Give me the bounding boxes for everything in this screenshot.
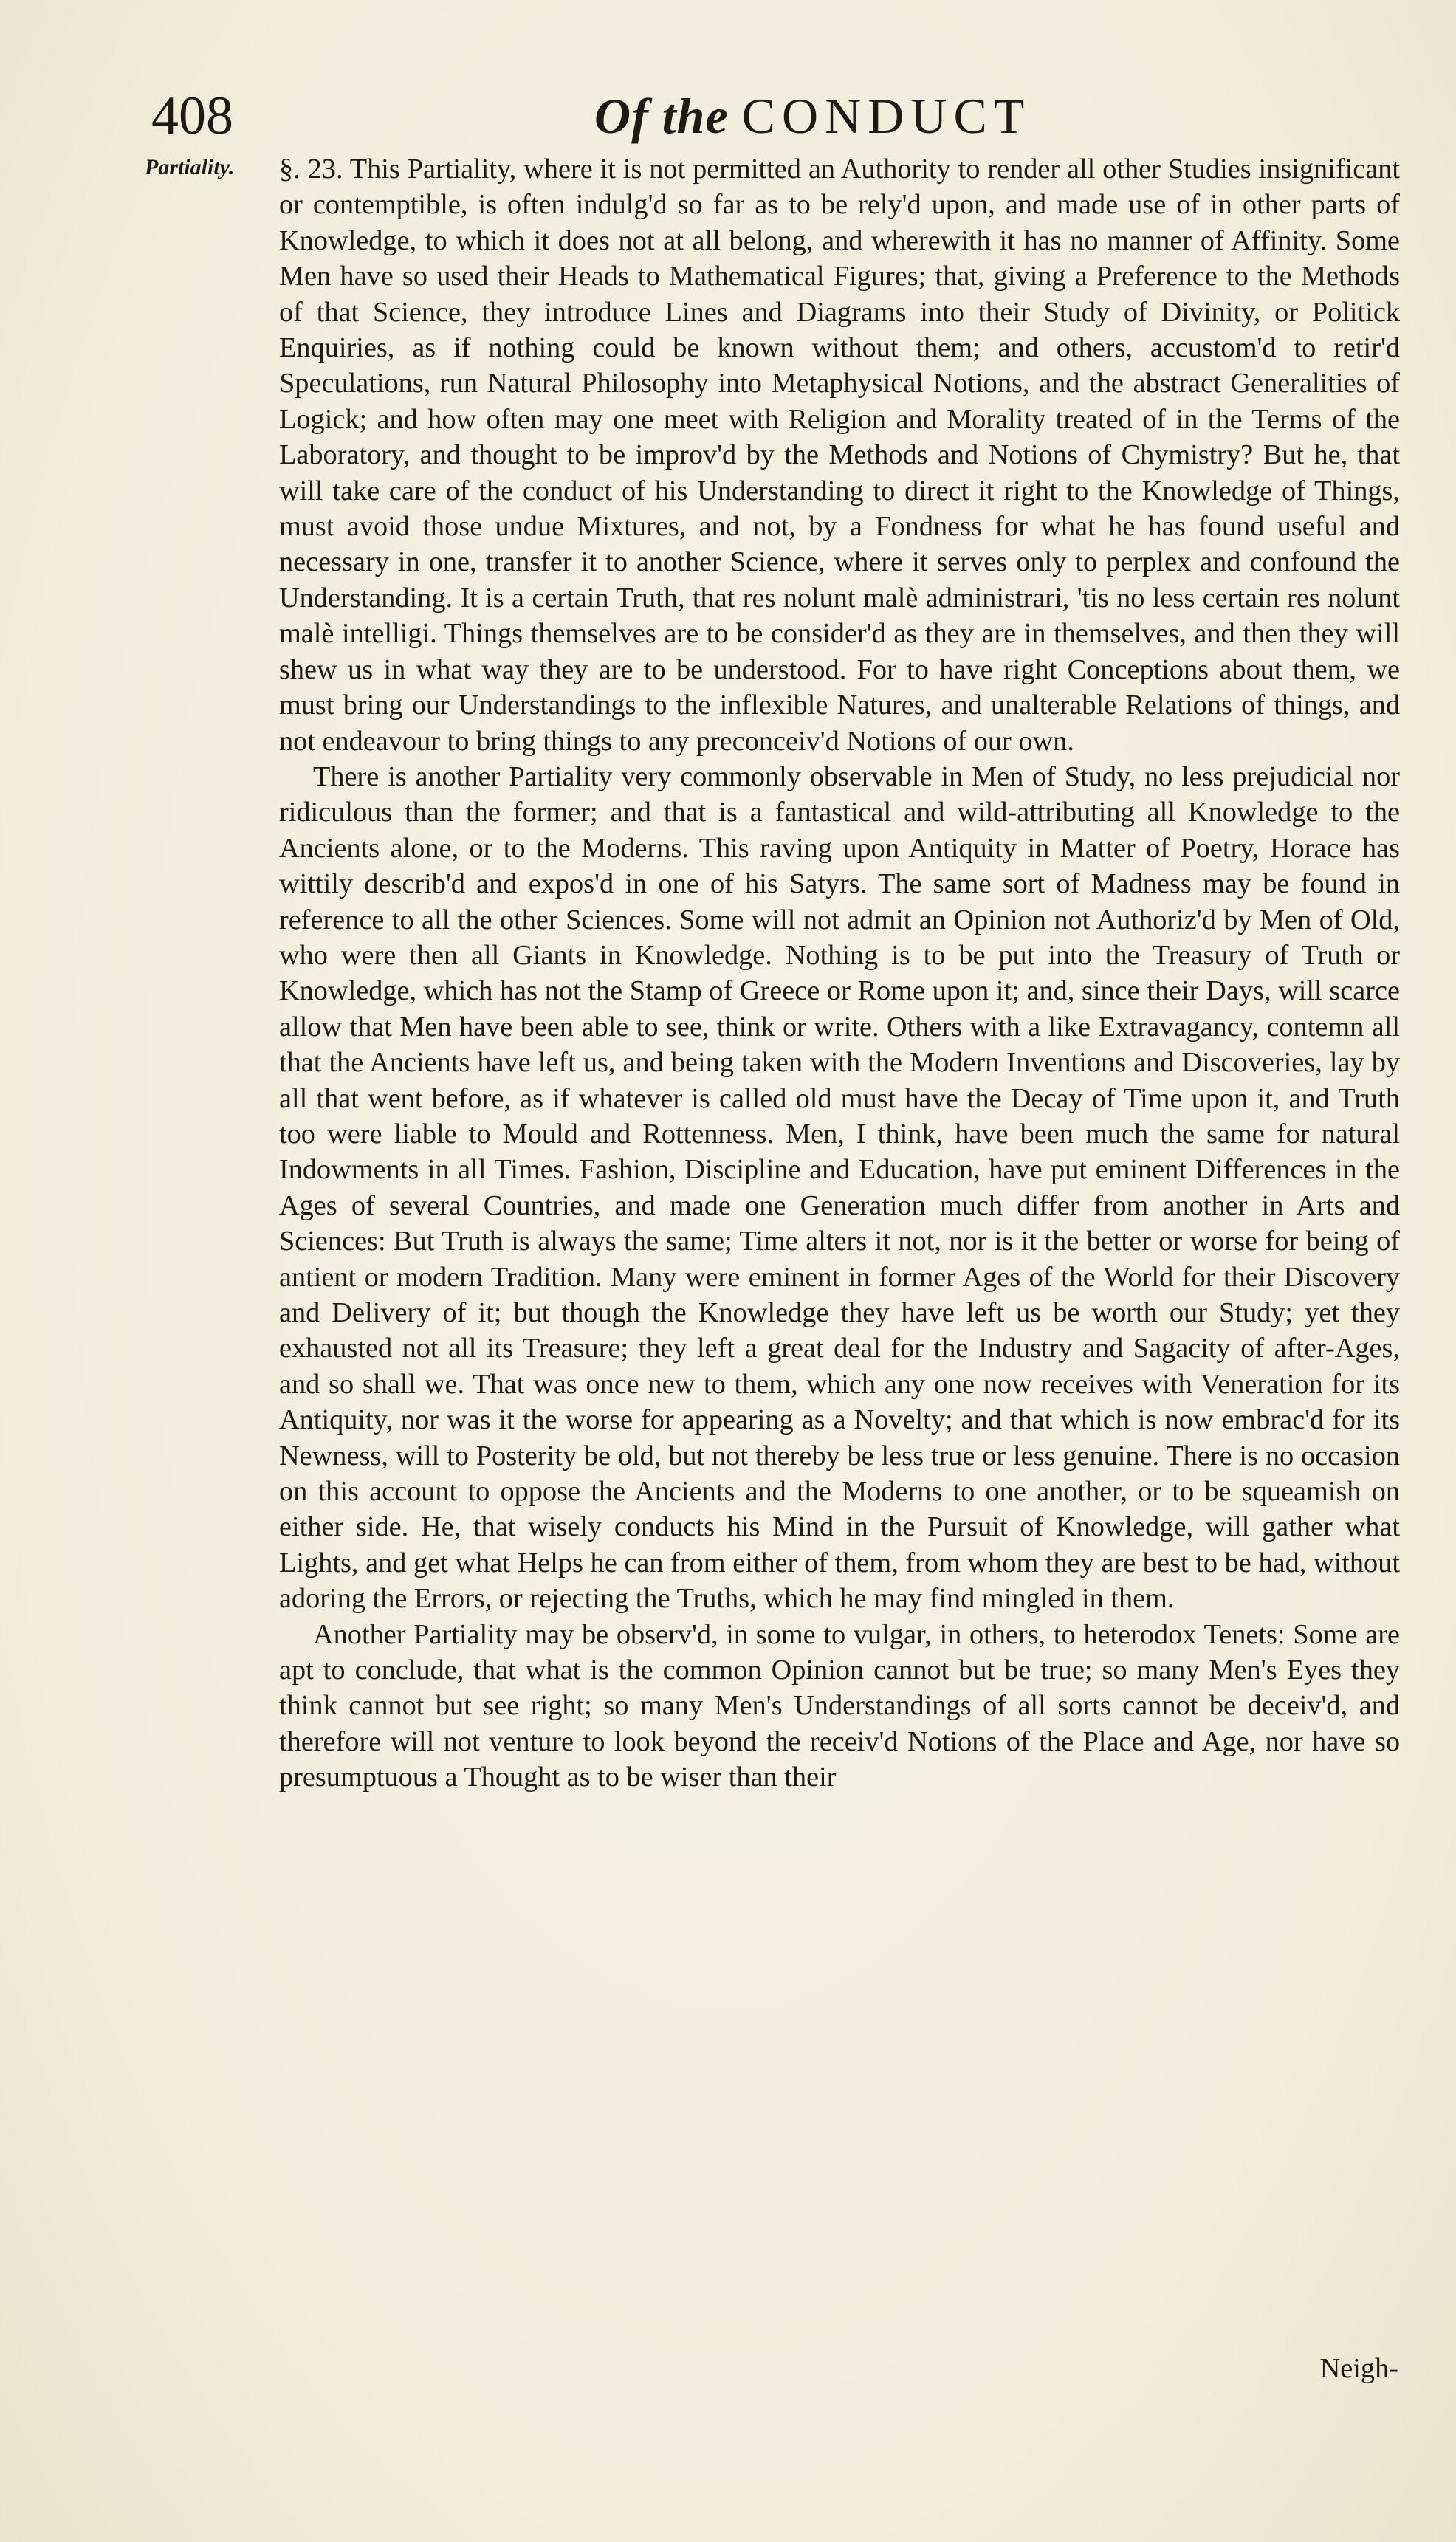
body-text: [279, 151, 1400, 1796]
paragraph-1: §. 23. This Partiality, where it is not permitted an Authority to render all other Studies insignificant or contemptible, is often indulg'd so far as to be rely'd upon, and made use of in other parts of Knowledge, to which it does not at all belong, and wherewith it has no manner of Affinity. Some Men have so used their Heads to Mathematical Figures; that, giving a Preference to the Methods of that Science, they introduce Lines and Diagrams into their Study of Divinity, or Politick Enquiries, as if nothing could be known without them; and others, accustom'd to retir'd Speculations, run Natural Philosophy into Metaphysical Notions, and the abstract Generalities of Logick; and how often may one meet with Religion and Morality treated of in the Terms of the Laboratory, and thought to be improv'd by the Methods and Notions of Chymistry? But he, that will take care of the conduct of his Understanding to direct it right to the Knowledge of Things, must avoid those undue Mixtures, and not, by a Fondness for what he has found useful and necessary in one, transfer it to another Science, where it serves only to perplex and confound the Understanding. It is a certain Truth, that res nolunt malè administrari, 'tis no less certain res nolunt malè intelligi. Things themselves are to be consider'd as they are in themselves, and then they will shew us in what way they are to be understood. For to have right Conceptions about them, we must bring our Understandings to the inflexible Natures, and unalterable Relations of things, and not endeavour to bring things to any preconceiv'd Notions of our own.: [279, 154, 1400, 757]
margin-note: Partiality.: [145, 155, 235, 179]
paragraph-2: There is another Partiality very commonly observable in Men of Study, no less prejudicial nor ridiculous than the former; and that is a fantastical and wild-attributing all Knowledge to the Ancients alone, or to the Moderns. This raving upon Antiquity in Matter of Poetry, Horace has wittily describ'd and expos'd in one of his Satyrs. The same sort of Madness may be found in reference to all the other Sciences. Some will not admit an Opinion not Authoriz'd by Men of Old, who were then all Giants in Knowledge. Nothing is to be put into the Treasury of Truth or Knowledge, which has not the Stamp of Greece or Rome upon it; and, since their Days, will scarce allow that Men have been able to see, think or write. Others with a like Extravagancy, contemn all that the Ancients have left us, and being taken with the Modern Inventions and Discoveries, lay by all that went before, as if whatever is called old must have the Decay of Time upon it, and Truth too were liable to Mould and Rottenness. Men, I think, have been much the same for natural Indowments in all Times. Fashion, Discipline and Education, have put eminent Differences in the Ages of several Countries, and made one Generation much differ from another in Arts and Sciences: But Truth is always the same; Time alters it not, nor is it the better or worse for being of antient or modern Tradition. Many were eminent in former Ages of the World for their Discovery and Delivery of it; but though the Knowledge they have left us be worth our Study; yet they exhausted not all its Treasure; they left a great deal for the Industry and Sagacity of after-Ages, and so shall we. That was once new to them, which any one now receives with Veneration for its Antiquity, nor was it the worse for appearing as a Novelty; and that which is now embrac'd for its Newness, will to Posterity be old, but not thereby be less true or less genuine. There is no occasion on this account to oppose the Ancients and the Moderns to one another, or to be squeamish on either side. He, that wisely conducts his Mind in the Pursuit of Knowledge, will gather what Lights, and get what Helps he can from either of them, from whom they are best to be had, without adoring the Errors, or rejecting the Truths, which he may find mingled in them.: [279, 760, 1400, 1615]
page-number: 408: [151, 86, 233, 146]
page-header: [151, 83, 1259, 149]
paragraph-3: Another Partiality may be observ'd, in some to vulgar, in others, to heterodox Tenets: Some are apt to conclude, that what is the common Opinion cannot but be true; so many Men's Eyes they think cannot but see right; so many Men's Understandings of all sorts cannot be deceiv'd, and therefore will not venture to look beyond the receiv'd Notions of the Place and Age, nor have so presumptuous a Thought as to be wiser than their: [279, 1618, 1400, 1793]
catchword: Neigh-: [1319, 2353, 1398, 2384]
running-title: [594, 83, 1031, 149]
running-title-italic: Of the: [594, 88, 729, 144]
running-title-caps: CONDUCT: [741, 88, 1031, 144]
